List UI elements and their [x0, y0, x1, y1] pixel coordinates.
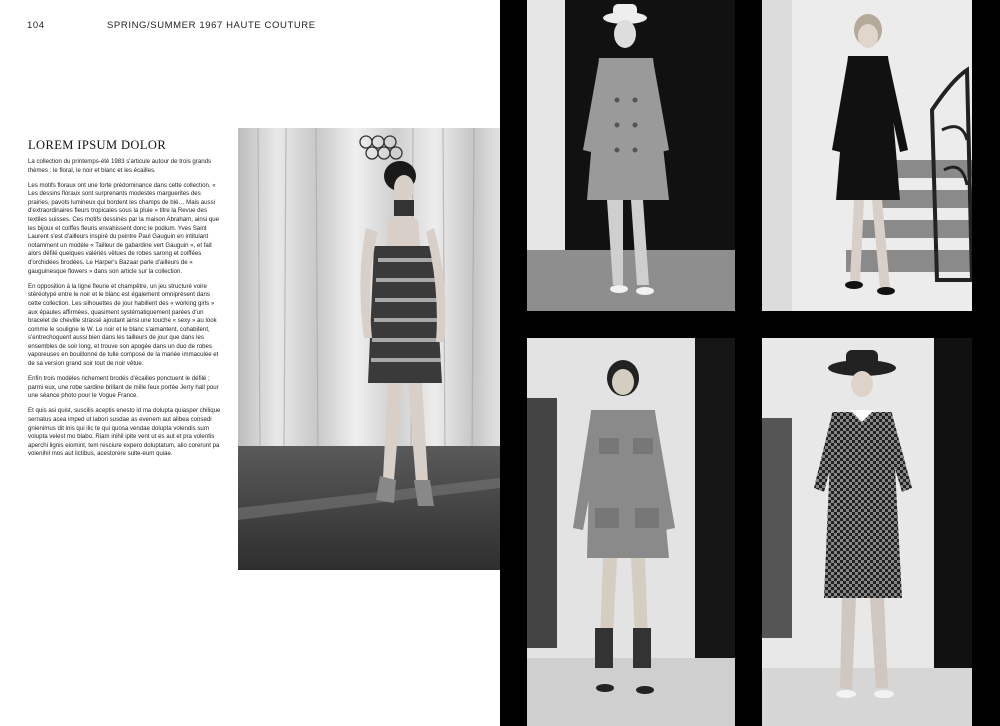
running-head	[27, 20, 316, 31]
article-body	[28, 158, 224, 466]
paragraph: La collection du printemps-été 1983 s'articule autour de trois grands thèmes : le floral, le noir et blanc et les écailles.	[28, 158, 212, 174]
article-heading: LOREM IPSUM DOLOR	[28, 138, 167, 152]
paragraph: Enfin trois modèles richement brodés d'écailles ponctuent le défilé ; parmi eux, une robe sardine brillant de mille feux portée Jerry hall pour une séance photo pour le Vogue France.	[28, 375, 219, 400]
coat-illustration	[527, 0, 735, 311]
black-dress-illustration	[762, 0, 972, 311]
paragraph: En opposition à la ligne fleurie et champêtre, un jeu structuré voire stéréotypé entre le noir et le blanc est également omniprésent dans cette collection. Les silhouettes de jour habillent des « working girls » aux épaules affirmées, quasiment systématiquement parées d'un bracelet de cheville strassé ajoutant ainsi une touche « sexy » au look comme le souligne le W. Le noir et le blanc s'aimantent, cohabitent, s'entrechoquent aussi bien dans les tailleurs de jour que dans les ensembles de soir long, et trouve son apogée dans un duo de robes vaporeuses en bouillonné de tulle composé de la mariée immaculée et de sa version grand soir tout de noir vêtue.	[28, 282, 219, 368]
section-title: SPRING/SUMMER 1967 HAUTE COUTURE	[107, 20, 316, 31]
photo-safari-dress	[527, 338, 735, 726]
paragraph: Les motifs floraux ont une forte prédominance dans cette collection. « Les dessins floraux sont surprenants modestes marguerites des prairies, pavots lumineux qui bordent les champs de blé… Mais aussi d'extraordinaires fleurs tropicales sous la pluie » titre la Revue des textiles suisses. Ces motifs dessinés par la maison Abraham, ainsi que les bijoux et coiffes fleuris envahissent donc le podium. Yves Saint Laurent s'est d'ailleurs inspiré du peintre Paul Gauguin en intitulant notamment un modèle « Tailleur de gabardine vert Gauguin », et fait alors défilé quelques valériés vêtues de robes sarong et coiffées d'orchidées brodées. Le Harper's Bazaar parle d'ailleurs de « gauguinesque flowers » dans son article sur la collection.	[28, 181, 220, 275]
right-page	[500, 0, 1000, 726]
photo-coat	[527, 0, 735, 311]
page-number: 104	[27, 20, 45, 31]
photo-houndstooth-dress	[762, 338, 972, 726]
photo-black-dress	[762, 0, 972, 311]
paragraph: Et quis asi quist, suscilis aceptis enesto id ma dolupta quiasper chilique sernatus acea imped ut labori susdae as evenem aut alibea consedi gnienimus dit inis qui ilic te qui quosa vendae dolupta volendis sum volupta velest mo blabo. Riam inihil ipite vent ut es aut et pra volentis aperchi lignis eiomint, tem resciure expero doluptatum, alio corerunt pa volenihil mos aut lictibus, acestorere sulte-eum quiae.	[28, 407, 221, 458]
main-photo-illustration	[238, 128, 500, 570]
main-photo	[238, 128, 500, 570]
safari-dress-illustration	[527, 338, 735, 726]
houndstooth-dress-illustration	[762, 338, 972, 726]
